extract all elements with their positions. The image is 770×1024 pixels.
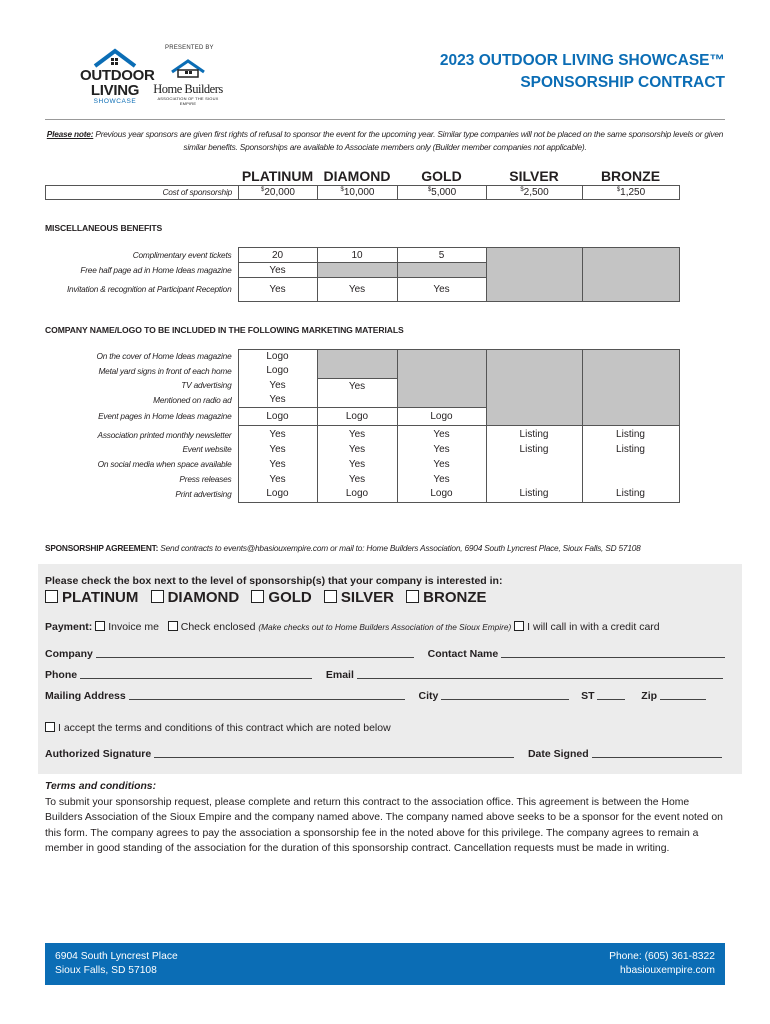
tier-option-label: SILVER [340,589,394,606]
cost-diamond: $10,000 [318,186,398,200]
marketing-cell-gray [397,350,486,408]
cell-line: Logo [266,351,289,362]
misc-cell: 5 [397,248,486,263]
state-label: ST [581,690,595,702]
tier-option-label: PLATINUM [62,589,139,606]
cell-line: Yes [348,429,366,441]
misc-label-tickets: Complimentary event tickets [132,249,232,260]
marketing-group2-platinum [238,426,317,503]
cost-row [46,186,680,200]
misc-cell: Yes [238,278,317,302]
cell-line: Yes [269,379,286,391]
footer-address-line-2: Sioux Falls, SD 57108 [55,965,157,976]
footer-phone: Phone: (605) 361-8322 [609,951,715,962]
city-field[interactable] [441,690,569,700]
phone-row [45,669,723,681]
marketing-label: Association printed monthly newsletter [97,429,232,440]
marketing-label: Print advertising [175,488,232,499]
misc-cell-gray [317,263,397,278]
misc-label-reception: Invitation & recognition at Participant Reception [66,284,232,294]
logo-showcase-text: SHOWCASE [93,98,137,105]
misc-cell: Yes [238,263,317,278]
cell-line: Listing [616,488,645,500]
cell-line: Yes [269,429,286,441]
logo-association-text: ASSOCIATION OF THE SIOUX EMPIRE [157,96,219,106]
presented-by-label: PRESENTED BY [165,45,214,51]
invoice-checkbox[interactable] [95,621,105,631]
diamond-checkbox[interactable] [151,590,164,603]
marketing-group2-diamond [317,426,397,503]
misc-cell: Yes [317,278,397,302]
footer-bar [45,943,725,985]
misc-cell: 20 [238,248,317,263]
misc-cell-silver-gray [486,248,582,302]
outdoor-living-showcase-logo [80,48,155,106]
house-roof-icon [92,48,138,68]
marketing-row [45,350,679,365]
misc-cell-bronze-gray [582,248,679,302]
cell-line-empty [583,473,679,488]
mailing-address-field[interactable] [129,690,405,700]
home-builders-logo [152,58,224,106]
mailing-address-label: Mailing Address [45,690,126,702]
tier-diamond-header: DIAMOND [323,168,391,184]
marketing-heading: COMPANY NAME/LOGO TO BE INCLUDED IN THE FOLLOWING MARKETING MATERIALS [45,325,404,335]
terms-heading: Terms and conditions: [45,781,157,792]
misc-label-half-page-ad: Free half page ad in Home Ideas magazine [80,264,232,275]
footer-contact [609,950,715,978]
misc-cell-gray [397,263,486,278]
payment-label: Payment: [45,621,93,633]
accept-terms-checkbox[interactable] [45,722,55,732]
gold-checkbox[interactable] [251,590,264,603]
company-field[interactable] [96,648,414,658]
cell-line: Yes [269,473,286,485]
address-row [45,690,706,702]
bronze-checkbox[interactable] [406,590,419,603]
cell-line: Yes [269,443,286,455]
header-divider [45,119,725,120]
cell-line: Logo [430,488,453,500]
phone-label: Phone [45,669,78,681]
marketing-table [45,349,680,503]
tier-platinum-header: PLATINUM [241,168,314,184]
tier-option-bronze[interactable] [406,589,486,606]
tier-silver-header: SILVER [509,168,559,184]
credit-card-checkbox[interactable] [514,621,524,631]
tier-option-label: BRONZE [423,589,487,606]
misc-benefits-heading: MISCELLANEOUS BENEFITS [45,223,163,233]
marketing-group2-silver [486,426,582,503]
misc-cell: 10 [317,248,397,263]
please-note-paragraph [45,128,725,154]
note-label: Please note: [46,129,94,139]
cost-bronze: $1,250 [583,186,680,200]
tier-option-silver[interactable] [324,589,394,606]
tier-option-diamond[interactable] [151,589,240,606]
email-label: Email [325,669,354,681]
company-label: Company [45,648,93,660]
misc-row-tickets [45,248,679,263]
footer-address [55,950,178,978]
marketing-group2-labels [45,426,238,503]
cell-line-empty [487,473,582,488]
logo-outdoor-text: OUTDOOR [80,67,155,84]
cell-line: Listing [519,443,549,455]
check-prompt: Please check the box next to the level of sponsorship(s) that your company is interested in: [45,575,503,587]
date-signed-field[interactable] [592,748,722,758]
note-text: Previous year sponsors are given first rights of refusal to sponsor the event for the upcoming year. Similar type companies will not be placed on the same sponsorship levels or given similar benefits. Sponsorships are available to Associate members only (Builder member companies not applicable). [93,129,724,152]
platinum-checkbox[interactable] [45,590,58,603]
cell-line: Listing [616,429,645,441]
cost-silver: $2,500 [487,186,583,200]
sponsorship-agreement-line [45,543,641,553]
marketing-cell: Logo [397,408,486,426]
marketing-group2-gold [397,426,486,503]
marketing-cell [317,393,397,408]
tier-option-platinum[interactable] [45,589,138,606]
check-note: (Make checks out to Home Builders Association of the Sioux Empire) [258,622,512,632]
marketing-group2-bronze [582,426,679,503]
marketing-cell-gray [317,350,397,379]
marketing-label: On the cover of Home Ideas magazine [96,351,232,362]
authorized-signature-label: Authorized Signature [45,748,152,760]
cell-line: Logo [345,488,369,500]
marketing-cell-gray [486,350,582,426]
footer-website[interactable]: hbasiouxempire.com [619,965,715,976]
marketing-label: Event pages in Home Ideas magazine [98,411,232,422]
cell-line: Yes [433,473,450,485]
misc-cell: Yes [397,278,486,302]
agreement-label: SPONSORSHIP AGREEMENT: [45,543,159,553]
signature-row [45,748,722,760]
marketing-group1-platinum [238,350,317,408]
accept-row [45,722,391,734]
date-signed-label: Date Signed [527,748,589,760]
contact-name-field[interactable] [501,648,725,658]
marketing-label: Event website [182,444,232,455]
marketing-label: TV advertising [181,380,232,391]
cell-line: Yes [348,473,366,485]
cost-platinum: $20,000 [239,186,318,200]
email-field[interactable] [357,669,723,679]
phone-field[interactable] [80,669,312,679]
contact-name-label: Contact Name [427,648,499,660]
cell-line: Logo [266,488,289,500]
marketing-group2-row [45,426,679,503]
cell-line: Listing [519,429,549,441]
marketing-label: Metal yard signs in front of each home [98,365,232,376]
cost-gold: $5,000 [398,186,487,200]
payment-row [45,621,660,633]
city-label: City [418,690,439,702]
cell-line: Yes [433,429,450,441]
cell-line: Yes [348,458,366,470]
title-line-1: 2023 OUTDOOR LIVING SHOWCASE™ [439,52,725,69]
cost-label: Cost of sponsorship [46,186,239,200]
tier-option-label: GOLD [268,589,312,606]
zip-field[interactable] [660,690,706,700]
logo-living-text: LIVING [90,82,140,99]
misc-benefits-table [45,247,680,302]
company-row [45,648,725,660]
cell-line: Yes [269,458,286,470]
marketing-label: Press releases [179,474,232,485]
zip-label: Zip [641,690,658,702]
agreement-text: Send contracts to events@hbasiouxempire.com or mail to: Home Builders Association, 6904 South Lyncrest Place, Sioux Falls, SD 57108 [158,543,641,553]
cell-line-empty [583,458,679,473]
marketing-cell: Logo [238,408,317,426]
tier-option-label: DIAMOND [167,589,240,606]
tier-checkbox-row [45,589,495,606]
marketing-cell-gray [582,350,679,426]
footer-address-line-1: 6904 South Lyncrest Place [55,951,178,962]
authorized-signature-field[interactable] [154,748,514,758]
invoice-label: Invoice me [108,621,159,633]
cell-line: Yes [433,458,450,470]
cell-line: Yes [269,393,286,405]
cell-line: Listing [519,488,549,500]
cell-line: Yes [433,443,450,455]
page-title [440,50,725,94]
terms-body: To submit your sponsorship request, please complete and return this contract to the association office. This agreement is between the Home Builders Association of the Sioux Empire and the company named above. The company named above seeks to be a sponsor for the event noted on this form. The company agrees to pay the association a sponsorship fee in the noted above for this privilege. The company agrees to remain a member in good standing of the association for the duration of this sponsorship contract. Cancellation requests must be made in writing. [45,796,723,854]
cell-line-empty [487,458,582,473]
marketing-cell: Logo [317,408,397,426]
home-builders-roof-icon [168,58,208,78]
silver-checkbox[interactable] [324,590,337,603]
tier-bronze-header: BRONZE [600,168,661,184]
logo-home-builders-text: Home Builders [153,82,223,96]
tier-gold-header: GOLD [421,168,462,184]
credit-card-label: I will call in with a credit card [527,621,660,633]
marketing-label: Mentioned on radio ad [153,394,232,405]
title-line-2: SPONSORSHIP CONTRACT [520,74,725,91]
accept-terms-label: I accept the terms and conditions of this contract which are noted below [58,722,391,734]
check-enclosed-checkbox[interactable] [168,621,178,631]
marketing-label: On social media when space available [97,459,232,470]
cost-table [45,185,680,200]
state-field[interactable] [597,690,625,700]
tier-option-gold[interactable] [251,589,311,606]
check-enclosed-label: Check enclosed [180,621,256,633]
terms-section [45,779,725,857]
marketing-cell: Yes [317,379,397,394]
cell-line: Yes [348,443,366,455]
cell-line: Listing [616,443,645,455]
cell-line: Logo [266,365,289,377]
